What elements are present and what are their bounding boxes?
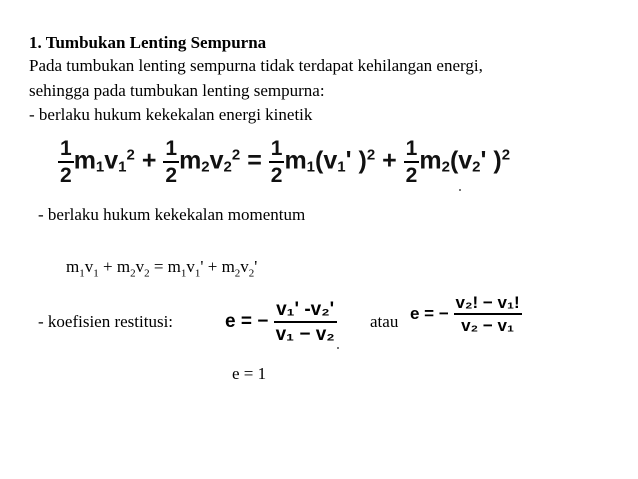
half-fraction-1: $\frac{1}{2}$ [60,137,72,187]
restitution-fraction-2: $\frac{\text{v₂! − v₁!}}{\text{v₂ − v₁}}$ [455,293,520,335]
momentum-equation: $m_1v_1 + m_2v_2 = m_1v_1' + m_2v_2'$ [66,257,258,280]
half-fraction-3: $\frac{1}{2}$ [270,137,283,187]
bullet-momentum: - berlaku hukum kekekalan momentum [38,205,306,224]
paragraph-line-1: Pada tumbukan lenting sempurna tidak terdapat kehilangan energi, [29,56,483,75]
image-speck [337,347,339,349]
half-fraction-2: $\frac{1}{2}$ [165,137,178,187]
restitution-fraction-1: $\frac{\text{v₁' -v₂'}}{\text{v₁ − v₂}}$ [275,299,335,345]
bullet-kinetic-energy: - berlaku hukum kekekalan energi kinetik [29,105,313,124]
restitution-formula-2: e = − $\frac{\text{v₂! − v₁!}}{\text{v₂ − v₁}}$ [410,293,520,335]
e-equals-one: e = 1 [232,364,267,383]
atau-label: atau [370,312,399,331]
bullet-restitution: - koefisien restitusi: [38,312,174,331]
paragraph-line-2: sehingga pada tumbukan lenting sempurna: [29,81,325,100]
half-fraction-4: $\frac{1}{2}$ [405,137,418,187]
image-speck [459,189,461,191]
restitution-formula-1: e = − $\frac{\text{v₁' -v₂'}}{\text{v₁ − v₂}}$ [225,299,335,345]
section-title: 1. Tumbukan Lenting Sempurna [29,33,267,52]
kinetic-energy-equation: $\frac{1}{2}$ $m_1v_1^2$ + $\frac{1}{2}$ $m_2v_2^2$ = $\frac{1}{2}$ $m_1(v_1'$ )$^2$ + $\frac{1}{2}$ $m_2(v_2'$ )$^2$ [60,137,511,187]
